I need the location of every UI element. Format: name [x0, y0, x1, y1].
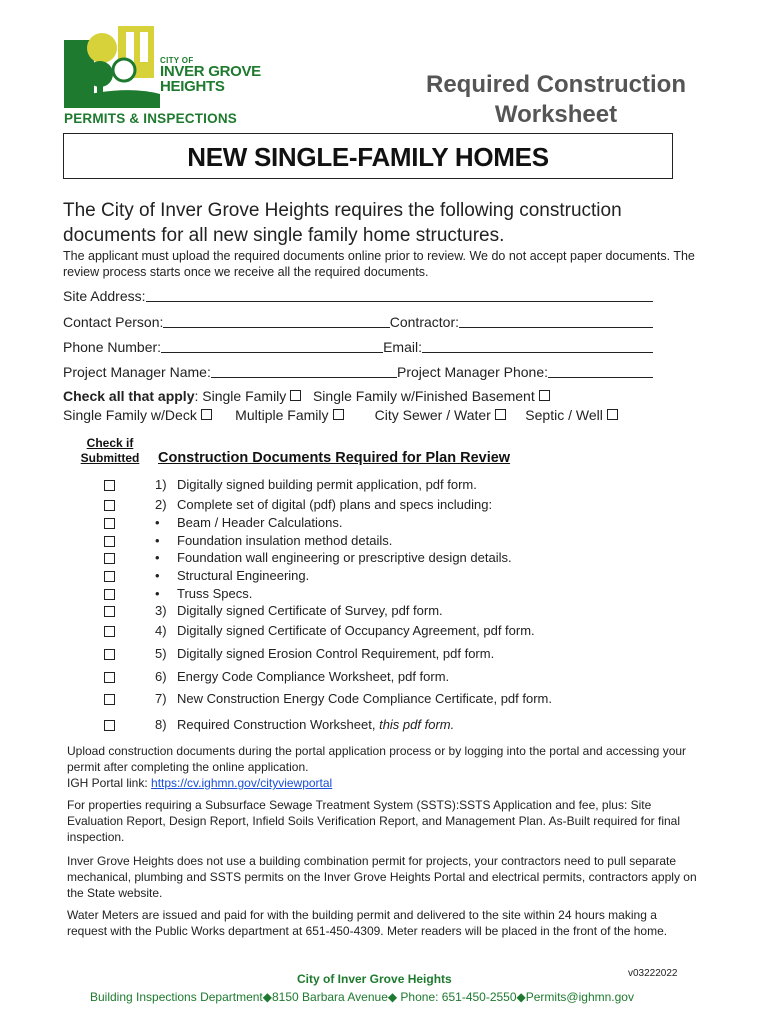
finished-basement-checkbox[interactable]	[539, 390, 550, 401]
footer-address: Building Inspections Department◆8150 Barbara Avenue◆ Phone: 651-450-2550◆Permits@ighmn.gov	[90, 990, 634, 1004]
item-text: Foundation wall engineering or prescriptive design details.	[177, 550, 512, 565]
requirement-item	[104, 622, 704, 640]
item-marker: 8)	[155, 717, 167, 732]
requirement-item	[104, 549, 704, 567]
check-all-row-2	[63, 407, 683, 423]
ssts-paragraph: For properties requiring a Subsurface Sewage Treatment System (SSTS):SSTS Application and fee, plus: Site Evaluation Report, Design Report, Infield Soils Verification Report, and Management Plan. As-Built required for final inspection.	[67, 798, 680, 844]
logo-department: PERMITS & INSPECTIONS	[64, 111, 237, 126]
septic-well-checkbox[interactable]	[607, 409, 618, 420]
phone-line[interactable]	[161, 338, 383, 353]
contact-person-line[interactable]	[163, 313, 389, 328]
email-label: Email:	[383, 339, 422, 355]
requirement-item	[104, 476, 704, 494]
requirements-heading: Construction Documents Required for Plan Review	[158, 450, 511, 466]
portal-link-label: IGH Portal link:	[67, 776, 152, 790]
item-marker: 6)	[155, 669, 167, 684]
item-text: Beam / Header Calculations.	[177, 515, 343, 530]
contractor-line[interactable]	[459, 313, 653, 328]
check-all-row-1	[63, 388, 683, 404]
item-marker: 3)	[155, 603, 167, 618]
submitted-checkbox[interactable]	[104, 589, 115, 600]
version-code: v03222022	[628, 968, 678, 979]
option-finished-basement: Single Family w/Finished Basement	[312, 388, 535, 404]
option-deck: Single Family w/Deck	[63, 407, 197, 423]
site-address-line[interactable]	[146, 287, 654, 302]
submitted-checkbox[interactable]	[104, 626, 115, 637]
option-single-family: Single Family	[202, 388, 287, 404]
item-marker: •	[155, 515, 160, 530]
requirement-item	[104, 690, 704, 708]
submitted-checkbox[interactable]	[104, 649, 115, 660]
requirement-item	[104, 716, 704, 734]
pm-name-line[interactable]	[211, 363, 397, 378]
pm-phone-label: Project Manager Phone:	[397, 364, 548, 380]
requirement-item	[104, 514, 704, 532]
item-text: Foundation insulation method details.	[177, 533, 393, 548]
item-text: Energy Code Compliance Worksheet, pdf form.	[177, 669, 450, 684]
option-septic-well: Septic / Well	[525, 407, 603, 423]
site-address-label: Site Address:	[63, 288, 146, 304]
upload-paragraph: Upload construction documents during the portal application process or by logging into the portal and accessing your permit after completing the online application. IGH Portal link: https://cv.ighmn.gov/cityviewportal	[67, 744, 687, 790]
intro-text: The City of Inver Grove Heights requires the following construction documents for all new single family home structures.	[63, 200, 622, 246]
check-all-lead: Check all that apply	[63, 388, 195, 404]
item-text: Complete set of digital (pdf) plans and specs including:	[177, 497, 493, 512]
site-address-field[interactable]	[63, 286, 653, 304]
document-title: Required Construction Worksheet	[425, 71, 686, 128]
item-marker: •	[155, 550, 160, 565]
item-marker: •	[155, 586, 160, 601]
submitted-checkbox[interactable]	[104, 571, 115, 582]
requirement-item	[104, 496, 704, 514]
item-marker: 5)	[155, 646, 167, 661]
submitted-checkbox[interactable]	[104, 480, 115, 491]
contact-contractor-row	[63, 312, 653, 330]
contractor-label: Contractor:	[389, 314, 459, 330]
single-family-checkbox[interactable]	[290, 390, 301, 401]
item-marker: •	[155, 533, 160, 548]
multiple-family-checkbox[interactable]	[333, 409, 344, 420]
contact-person-label: Contact Person:	[63, 314, 164, 330]
item-text: Digitally signed building permit application, pdf form.	[177, 477, 477, 492]
city-sewer-checkbox[interactable]	[495, 409, 506, 420]
submitted-checkbox[interactable]	[104, 694, 115, 705]
item-text: Structural Engineering.	[177, 568, 310, 583]
option-multiple-family: Multiple Family	[235, 407, 329, 423]
submitted-checkbox[interactable]	[104, 500, 115, 511]
water-meter-paragraph: Water Meters are issued and paid for with the building permit and delivered to the site within 24 hours making a request with the Public Works department at 651-450-4309. Meter readers will be placed in the front of the home.	[67, 908, 668, 938]
logo-city-of: CITY OF	[160, 56, 194, 65]
deck-checkbox[interactable]	[201, 409, 212, 420]
submitted-checkbox[interactable]	[104, 536, 115, 547]
item-marker: •	[155, 568, 160, 583]
item-marker: 2)	[155, 497, 167, 512]
pm-name-label: Project Manager Name:	[63, 364, 211, 380]
submitted-checkbox[interactable]	[104, 606, 115, 617]
requirement-item	[104, 567, 704, 585]
project-manager-row	[63, 362, 653, 380]
item-text: Digitally signed Certificate of Occupancy Agreement, pdf form.	[177, 623, 535, 638]
item-text: New Construction Energy Code Compliance Certificate, pdf form.	[177, 691, 552, 706]
item-marker: 7)	[155, 691, 167, 706]
item-text: Digitally signed Erosion Control Requirement, pdf form.	[177, 646, 495, 661]
page-banner: NEW SINGLE-FAMILY HOMES	[63, 133, 673, 179]
check-all-colon: :	[194, 388, 203, 404]
requirement-item	[104, 585, 704, 603]
requirement-item	[104, 668, 704, 686]
pm-phone-line[interactable]	[548, 363, 653, 378]
item-text: Truss Specs.	[177, 586, 253, 601]
submitted-checkbox[interactable]	[104, 518, 115, 529]
requirement-item	[104, 602, 704, 620]
email-line[interactable]	[422, 338, 653, 353]
item-text: Digitally signed Certificate of Survey, pdf form.	[177, 603, 443, 618]
logo-city-name: INVER GROVE HEIGHTS	[160, 63, 261, 95]
submitted-checkbox[interactable]	[104, 672, 115, 683]
requirement-item	[104, 532, 704, 550]
combination-permit-paragraph: Inver Grove Heights does not use a building combination permit for projects, your contractors need to pull separate mechanical, plumbing and SSTS permits on the Inver Grove Heights Portal and electrical permits, contractors apply on the State website.	[67, 854, 697, 900]
submitted-checkbox[interactable]	[104, 720, 115, 731]
requirement-item	[104, 645, 704, 663]
check-if-submitted-heading: Check if Submitted	[80, 436, 140, 465]
option-city-sewer: City Sewer / Water	[374, 407, 491, 423]
item-marker: 4)	[155, 623, 167, 638]
item-text: Required Construction Worksheet, this pdf form.	[177, 717, 455, 732]
submitted-checkbox[interactable]	[104, 553, 115, 564]
phone-email-row	[63, 337, 653, 355]
item-marker: 1)	[155, 477, 167, 492]
footer-city-name: City of Inver Grove Heights	[297, 972, 452, 986]
phone-label: Phone Number:	[63, 339, 162, 355]
intro-subtext: The applicant must upload the required documents online prior to review. We do not accept paper documents. The review process starts once we receive all the required documents.	[63, 249, 695, 279]
portal-link[interactable]: https://cv.ighmn.gov/cityviewportal	[151, 776, 333, 790]
